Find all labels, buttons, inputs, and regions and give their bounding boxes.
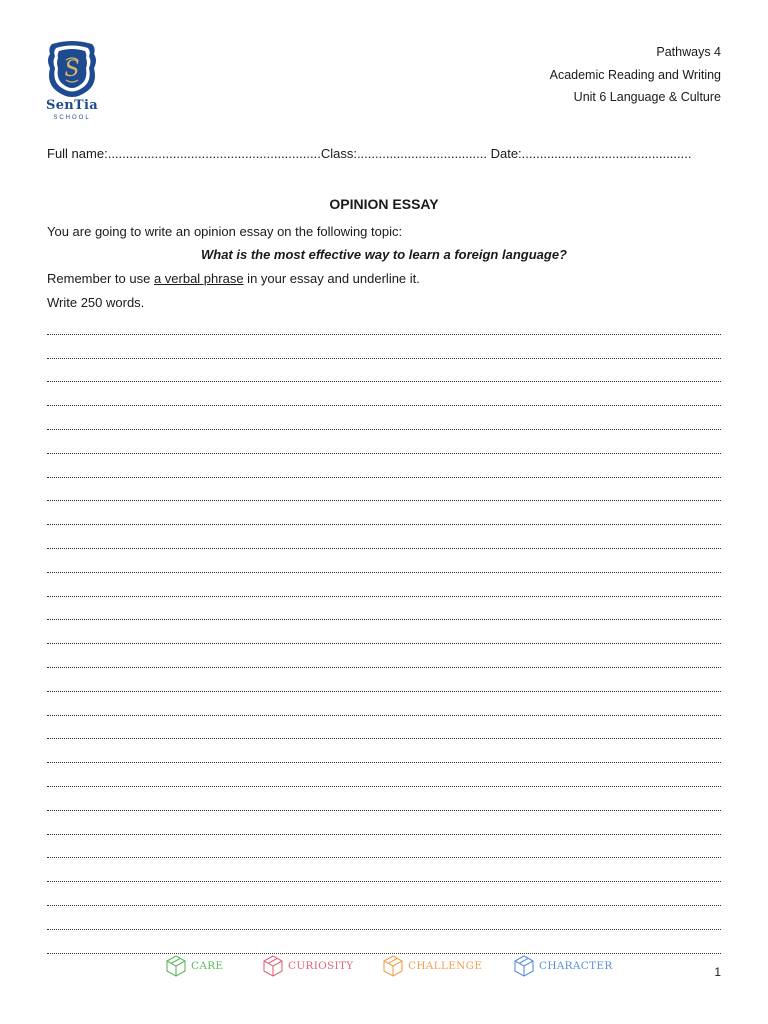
writing-line[interactable] (47, 792, 721, 816)
date-label: Date: (490, 146, 522, 161)
care-cube-icon (165, 954, 187, 978)
instruction-intro: You are going to write an opinion essay on the following topic: (47, 224, 403, 239)
value-label: CURIOSITY (288, 960, 354, 972)
value-label: CHALLENGE (408, 960, 483, 972)
writing-line[interactable] (47, 649, 721, 673)
school-values-footer (0, 952, 768, 980)
remember-prefix: Remember to use (47, 271, 154, 286)
writing-line[interactable] (47, 744, 721, 768)
student-info-line (47, 146, 691, 161)
instruction-remember (47, 271, 420, 286)
writing-line[interactable] (47, 459, 721, 483)
writing-line[interactable] (47, 768, 721, 792)
writing-line[interactable] (47, 863, 721, 887)
verbal-phrase-underlined: a verbal phrase (153, 271, 244, 286)
page-number: 1 (714, 965, 721, 979)
writing-line[interactable] (47, 387, 721, 411)
course-name: Pathways 4 (656, 45, 721, 59)
course-header (550, 41, 721, 109)
fullname-field[interactable]: ........................................................... (107, 146, 321, 161)
writing-line[interactable] (47, 840, 721, 864)
course-subject: Academic Reading and Writing (549, 67, 721, 82)
writing-line[interactable] (47, 911, 721, 935)
writing-line[interactable] (47, 721, 721, 745)
value-label: CHARACTER (539, 960, 613, 972)
date-field[interactable]: ............................................... (521, 146, 692, 161)
school-logo (42, 40, 102, 126)
curiosity-cube-icon (262, 954, 284, 978)
page-title: OPINION ESSAY (329, 196, 439, 212)
writing-line[interactable] (47, 435, 721, 459)
school-name: SenTia (46, 98, 98, 113)
class-field[interactable]: .................................... (356, 146, 487, 161)
class-label: Class: (320, 146, 357, 161)
writing-line[interactable] (47, 506, 721, 530)
school-subtitle: SCHOOL (53, 115, 91, 121)
character-cube-icon (513, 954, 535, 978)
writing-line[interactable] (47, 697, 721, 721)
writing-line[interactable] (47, 554, 721, 578)
value-label: CARE (191, 960, 224, 972)
writing-area[interactable] (47, 316, 721, 959)
writing-line[interactable] (47, 887, 721, 911)
writing-line[interactable] (47, 340, 721, 364)
instruction-word-count: Write 250 words. (47, 295, 145, 310)
writing-line[interactable] (47, 673, 721, 697)
writing-line[interactable] (47, 364, 721, 388)
value-item (513, 952, 613, 980)
value-item (165, 952, 223, 980)
writing-line[interactable] (47, 816, 721, 840)
fullname-label: Full name: (47, 146, 108, 161)
svg-text:S: S (64, 57, 80, 82)
course-unit: Unit 6 Language & Culture (573, 90, 721, 104)
writing-line[interactable] (47, 530, 721, 554)
remember-suffix: in your essay and underline it. (243, 271, 420, 286)
essay-topic: What is the most effective way to learn a foreign language? (200, 247, 567, 262)
school-crest-icon (46, 40, 98, 100)
writing-line[interactable] (47, 483, 721, 507)
value-item (382, 952, 482, 980)
writing-line[interactable] (47, 578, 721, 602)
writing-line[interactable] (47, 411, 721, 435)
challenge-cube-icon (382, 954, 404, 978)
value-item (262, 952, 354, 980)
writing-line[interactable] (47, 316, 721, 340)
writing-line[interactable] (47, 625, 721, 649)
writing-line[interactable] (47, 602, 721, 626)
